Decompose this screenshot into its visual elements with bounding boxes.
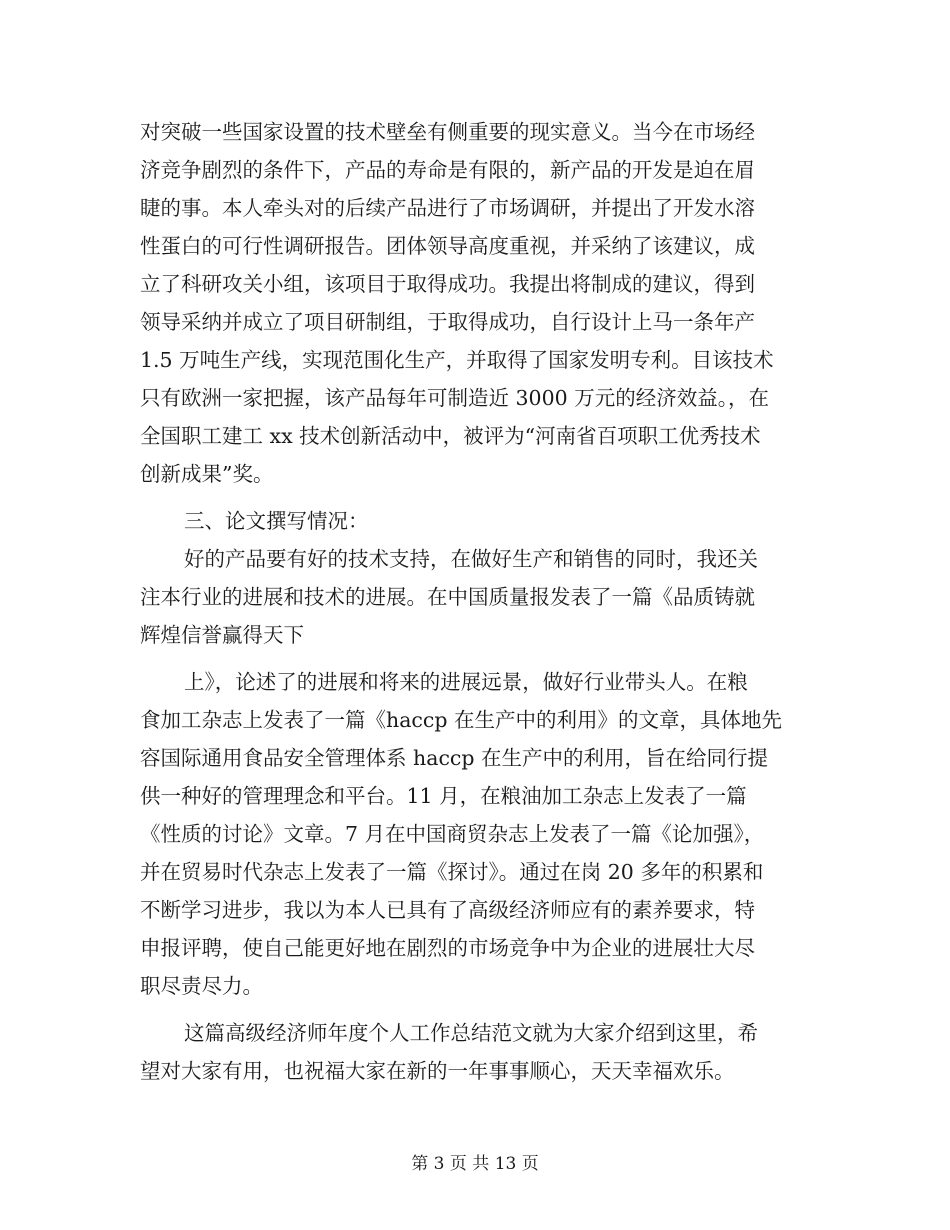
section-heading: 三、论文撰写情况： bbox=[184, 509, 369, 533]
paragraph-3 bbox=[140, 663, 820, 1005]
text-line: 只有欧洲一家把握，该产品每年可制造近 3000 万元的经济效益。，在 bbox=[140, 386, 769, 410]
page-number-footer: 第 3 页 共 13 页 bbox=[411, 1154, 539, 1174]
text-line: 领导采纳并成立了项目研制组，于取得成功，自行设计上马一条年产 bbox=[140, 310, 755, 334]
text-line: 望对大家有用，也祝福大家在新的一年事事顺心，天天幸福欢乐。 bbox=[140, 1059, 735, 1083]
text-line: 并在贸易时代杂志上发表了一篇《探讨》。通过在岗 20 多年的积累和 bbox=[140, 860, 764, 884]
text-line: 上》，论述了的进展和将来的进展远景，做好行业带头人。在粮 bbox=[184, 670, 748, 694]
document-body bbox=[140, 113, 820, 1090]
text-line: 申报评聘，使自己能更好地在剧烈的市场竞争中为企业的进展壮大尽 bbox=[140, 936, 755, 960]
text-line: 性蛋白的可行性调研报告。团体领导高度重视，并采纳了该建议，成 bbox=[140, 234, 755, 258]
text-line: 这篇高级经济师年度个人工作总结范文就为大家介绍到这里，希 bbox=[184, 1021, 758, 1045]
text-line: 济竞争剧烈的条件下，产品的寿命是有限的，新产品的开发是迫在眉 bbox=[140, 158, 755, 182]
paragraph-1 bbox=[140, 113, 820, 493]
text-line: 辉煌信誉赢得天下 bbox=[140, 623, 304, 647]
text-line: 立了科研攻关小组，该项目于取得成功。我提出将制成的建议，得到 bbox=[140, 272, 755, 296]
text-line: 食加工杂志上发表了一篇《haccp 在生产中的利用》的文章，具体地先 bbox=[140, 708, 783, 732]
text-line: 不断学习进步，我以为本人已具有了高级经济师应有的素养要求，特 bbox=[140, 898, 755, 922]
text-line: 供一种好的管理理念和平台。11 月，在粮油加工杂志上发表了一篇 bbox=[140, 784, 747, 808]
text-line: 好的产品要有好的技术支持，在做好生产和销售的同时，我还关 bbox=[184, 547, 758, 571]
text-line: 容国际通用食品安全管理体系 haccp 在生产中的利用，旨在给同行提 bbox=[140, 746, 769, 770]
text-line: 对突破一些国家设置的技术壁垒有侧重要的现实意义。当今在市场经 bbox=[140, 120, 755, 144]
paragraph-2 bbox=[140, 540, 820, 654]
text-line: 睫的事。本人牵头对的后续产品进行了市场调研，并提出了开发水溶 bbox=[140, 196, 755, 220]
text-line: 全国职工建工 xx 技术创新活动中，被评为“河南省百项职工优秀技术 bbox=[140, 424, 761, 448]
text-line: 1.5 万吨生产线，实现范围化生产，并取得了国家发明专利。目该技术 bbox=[140, 348, 774, 372]
text-line: 职尽责尽力。 bbox=[140, 974, 263, 998]
text-line: 注本行业的进展和技术的进展。在中国质量报发表了一篇《品质铸就 bbox=[140, 585, 755, 609]
text-line: 创新成果”奖。 bbox=[140, 462, 274, 486]
paragraph-4 bbox=[140, 1014, 820, 1090]
text-line: 《性质的讨论》文章。7 月在中国商贸杂志上发表了一篇《论加强》， bbox=[140, 822, 765, 846]
